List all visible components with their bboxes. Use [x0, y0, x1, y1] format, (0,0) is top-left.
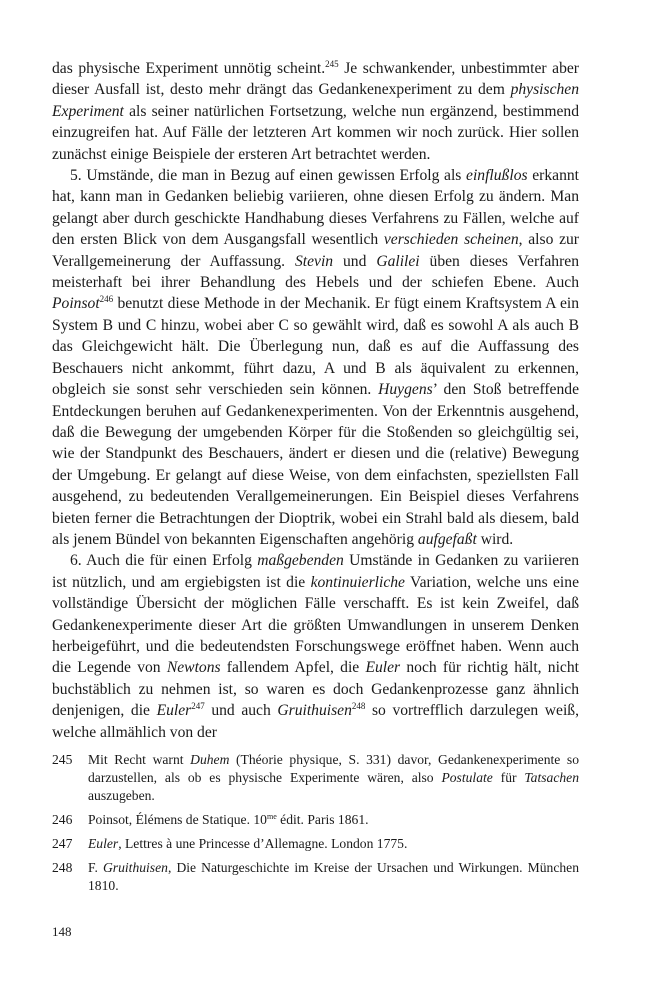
text-run: 6. Auch die für einen Erfolg [70, 552, 258, 570]
italic-span: maßgebenden [257, 552, 344, 570]
footnote-ref: 245 [325, 59, 339, 69]
italic-span: Galilei [376, 252, 420, 270]
footnotes [52, 751, 579, 895]
footnote [52, 859, 579, 895]
footnote-text [88, 751, 579, 805]
footnote-ref: 248 [351, 701, 366, 712]
footnote-number: 247 [52, 836, 73, 851]
text-run: so vortrefflich darzulegen weiß, welche allmählich von der [52, 702, 579, 741]
text-run: , Lettres à une Princesse d’Allemagne. London 1775. [118, 836, 408, 851]
text-run: édit. Paris 1861. [276, 812, 369, 827]
footnote-text [88, 859, 579, 895]
italic-span: verschieden scheinen [383, 231, 519, 249]
text-run: und auch [204, 702, 278, 720]
footnote-text [88, 811, 579, 829]
footnote [52, 835, 579, 853]
footnote [52, 751, 579, 805]
italic-span: kontinuierliche [310, 573, 405, 591]
italic-span: Postulate [441, 770, 493, 785]
italic-span: Euler [88, 836, 119, 851]
italic-span: Poinsot [52, 295, 100, 313]
text-run: 5. Umstände, die man in Bezug auf einen gewissen Erfolg als [70, 167, 467, 185]
footnote-number: 245 [52, 752, 73, 767]
text-run: noch für richtig hält, nicht buchstäblich zu nehmen ist, so waren es doch Gedankenprozesse ganz ähnlich denjenigen, die [52, 659, 579, 720]
text-run: Poinsot, Élémens de Statique. 10 [88, 812, 267, 827]
page-number: 148 [52, 924, 72, 939]
text-run: , Die Naturgeschichte im Kreise der Ursachen und Wirkungen. München 1810. [88, 860, 579, 893]
text-run: fallendem Apfel, die [220, 659, 366, 677]
italic-span: Gruithuisen [102, 860, 168, 875]
italic-span: Euler [365, 659, 401, 677]
italic-span: Stevin [294, 252, 334, 270]
text-run: Variation, welche uns eine vollständige Übersicht der möglichen Fälle verschafft. Es ist kein Zweifel, daß Gedankenexperimente dieser Art die größten Umwandlungen in unserem Denken herbeigeführt, und die bedeutendsten Forschungswege eröffnet haben. Wenn auch die Legende von [52, 573, 579, 677]
italic-span: Tatsachen [524, 770, 580, 785]
footnote-number: 246 [52, 812, 73, 827]
paragraph-6 [52, 550, 579, 743]
italic-span: Huygens [378, 381, 433, 399]
paragraph-5 [52, 165, 579, 550]
italic-span: Gruithuisen [277, 702, 352, 720]
text-run: für [492, 770, 525, 785]
footnote-text [88, 835, 579, 853]
text-run: Umstände in Gedanken zu variieren ist nützlich, und am ergiebigsten ist die [52, 552, 579, 591]
text-run: erkannt hat, kann man in Gedanken beliebig variieren, ohne diesen Erfolg zu ändern. Man gelangt aber durch geschickte Handhabung dieses Verfahrens zu Fällen, welche auf den ersten Blick von dem Ausgangsfall wesentlich [52, 167, 579, 249]
text-run: (Théorie physique, S. 331) davor, Gedankenexperimente so darzustellen, als ob es physische Experimente wären, also [88, 752, 580, 785]
footnote-ref: me [266, 812, 277, 821]
text-run: Mit Recht warnt [88, 752, 191, 767]
main-text [52, 58, 579, 743]
footnote-ref: 247 [191, 701, 205, 712]
footnote-ref: 246 [99, 294, 114, 305]
footnote [52, 811, 579, 829]
text-run: und [333, 252, 377, 270]
text-run: als seiner natürlichen Fortsetzung, welche nun ergänzend, bestimmend einzugreifen hat. Auf Fälle der letzteren Art kommen wir noch zurück. Hier sollen zunächst einige Beispiele der ersteren Art betrachtet werden. [52, 102, 579, 163]
footnote-number: 248 [52, 860, 73, 875]
italic-span: Euler [156, 702, 192, 720]
text-run: F. [88, 860, 103, 875]
italic-span: physischen Experiment [52, 81, 579, 120]
text-run: Je schwankender, unbestimmter aber dieser Ausfall ist, desto mehr drängt das Gedankenexperiment zu dem [52, 60, 579, 99]
italic-span: Newtons [166, 659, 221, 677]
text-run: das physische Experiment unnötig scheint. [52, 60, 326, 77]
text-run: ’ den Stoß betreffende Entdeckungen beruhen auf Gedankenexperimenten. Von der Erkenntnis ausgehend, daß die Bewegung der umgebenden Körper für die Stoßenden so gleichgültig sei, wie der Standpunkt des Beschauers, ändert er diesen und die (relative) Bewegung der Umgebung. Er gelangt auf diese Weise, von dem einfachsten, speziellsten Fall ausgehend, zu bedeutenden Verallgemeinerungen. Ein Beispiel dieses Verfahrens bieten ferner die Betrachtungen der Dioptrik, wobei ein Strahl bald als diesem, bald als jenem Bündel von bekannten Eigenschaften angehörig [52, 381, 579, 548]
text-run: , also zur Verallgemeinerung der Auffassung. [52, 231, 580, 270]
text-run: wird. [476, 530, 514, 548]
page-content [52, 58, 579, 901]
italic-span: aufgefaßt [417, 530, 477, 548]
text-run: benutzt diese Methode in der Mechanik. Er fügt einem Kraftsystem A ein System B und C hinzu, wobei aber C so gewählt wird, daß es sowohl A als auch B das Gleichgewicht hält. Die Überlegung nun, daß es auf die Auffassung des Beschauers nicht ankommt, führt dazu, A und B als äquivalent zu erkennen, obgleich sie sonst sehr verschieden sein können. [52, 295, 579, 399]
text-run: auszugeben. [88, 788, 155, 803]
paragraph-continuation [52, 58, 579, 165]
text-run: üben dieses Verfahren meisterhaft bei ihrer Behandlung des Hebels und der schiefen Ebene. Auch [52, 252, 579, 292]
italic-span: einflußlos [466, 167, 528, 185]
italic-span: Duhem [190, 752, 230, 767]
